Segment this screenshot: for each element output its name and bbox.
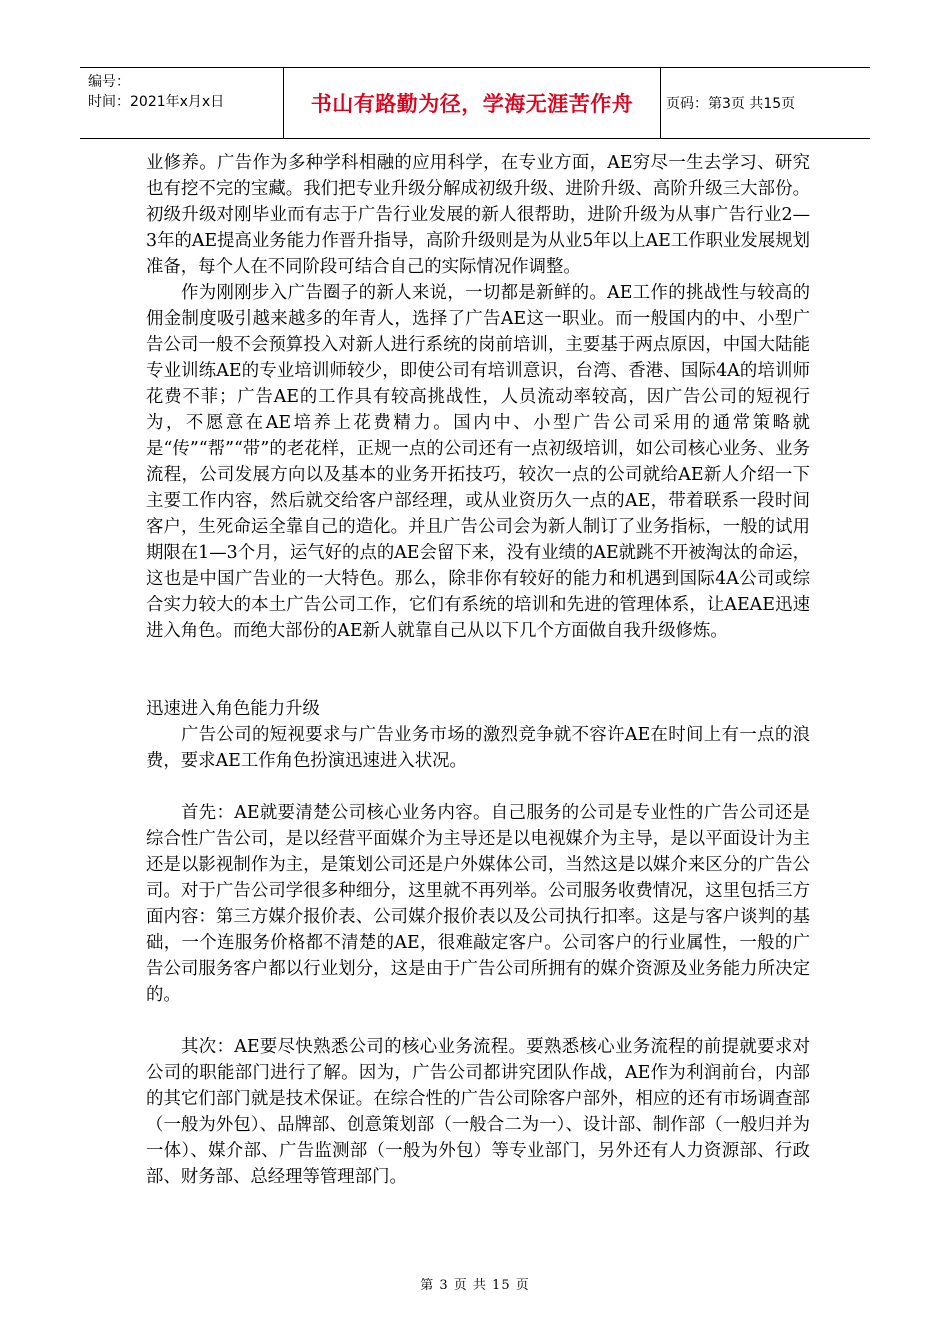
paragraph-spacer bbox=[146, 774, 810, 800]
header-meta bbox=[88, 72, 288, 112]
page-footer: 第 3 页 共 15 页 bbox=[420, 1278, 530, 1293]
document-body bbox=[146, 150, 810, 1190]
paragraph-spacer bbox=[146, 644, 810, 696]
section-heading: 迅速进入角色能力升级 bbox=[146, 699, 320, 719]
paragraph-second-business-process: 其次：AE要尽快熟悉公司的核心业务流程。要熟悉核心业务流程的前提就要求对公司的职能部门进行了解。因为，广告公司都讲究团队作战，AE作为利润前台，内部的其它们部门就是技术保证。在综合性的广告公司除客户部外，相应的还有市场调查部（一般为外包）、品牌部、创意策划部（一般合二为一）、设计部、制作部（一般归并为一体）、媒介部、广告监测部（一般为外包）等专业部门，另外还有人力资源部、行政部、财务部、总经理等管理部门。 bbox=[146, 1037, 810, 1187]
document-date-label: 时间：2021年x月x日 bbox=[88, 94, 225, 110]
paragraph-professional-upgrade: 业修养。广告作为多种学科相融的应用科学，在专业方面，AE穷尽一生去学习、研究也有挖不完的宝藏。我们把专业升级分解成初级升级、进阶升级、高阶升级三大部份。初级升级对刚毕业而有志于广告行业发展的新人很帮助，进阶升级为从事广告行业2—3年的AE提高业务能力作晋升指导，高阶升级则是为从业5年以上AE工作职业发展规划准备，每个人在不同阶段可结合自己的实际情况作调整。 bbox=[146, 153, 810, 277]
page-header bbox=[80, 67, 870, 139]
header-motto: 书山有路勤为径，学海无涯苦作舟 bbox=[310, 92, 634, 116]
paragraph-spacer bbox=[146, 1008, 810, 1034]
header-page-number: 页码：第3页 共15页 bbox=[666, 96, 796, 112]
paragraph-newcomer-training: 作为刚刚步入广告圈子的新人来说，一切都是新鲜的。AE工作的挑战性与较高的佣金制度吸引越来越多的年青人，选择了广告AE这一职业。而一般国内的中、小型广告公司一般不会预算投入对新人进行系统的岗前培训，主要基于两点原因，中国大陆能专业训练AE的专业培训师较少，即使公司有培训意识，台湾、香港、国际4A的培训师花费不菲；广告AE的工作具有较高挑战性，人员流动率较高，因广告公司的短视行为，不愿意在AE培养上花费精力。国内中、小型广告公司采用的通常策略就是“传”“帮”“带”的老花样，正规一点的公司还有一点初级培训，如公司核心业务、业务流程，公司发展方向以及基本的业务开拓技巧，较次一点的公司就给AE新人介绍一下主要工作内容，然后就交给客户部经理，或从业资历久一点的AE，带着联系一段时间客户，生死命运全靠自己的造化。并且广告公司会为新人制订了业务指标，一般的试用期限在1—3个月，运气好的点的AE会留下来，没有业绩的AE就跳不开被淘汰的命运，这也是中国广告业的一大特色。那么，除非你有较好的能力和机遇到国际4A公司或综合实力较大的本土广告公司工作，它们有系统的培训和先进的管理体系，让AEAE迅速进入角色。而绝大部份的AE新人就靠自己从以下几个方面做自我升级修炼。 bbox=[146, 283, 810, 641]
paragraph-role-intro: 广告公司的短视要求与广告业务市场的激烈竞争就不容许AE在时间上有一点的浪费，要求AE工作角色扮演迅速进入状况。 bbox=[146, 725, 810, 771]
document-number-label: 编号： bbox=[88, 74, 130, 90]
header-divider-right bbox=[660, 68, 661, 138]
paragraph-first-core-business: 首先：AE就要清楚公司核心业务内容。自己服务的公司是专业性的广告公司还是综合性广告公司，是以经营平面媒介为主导还是以电视媒介为主导，是以平面设计为主还是以影视制作为主，是策划公司还是户外媒体公司，当然这是以媒介来区分的广告公司。对于广告公司学很多种细分，这里就不再列举。公司服务收费情况，这里包括三方面内容：第三方媒介报价表、公司媒介报价表以及公司执行扣率。这是与客户谈判的基础，一个连服务价格都不清楚的AE，很难敲定客户。公司客户的行业属性，一般的广告公司服务客户都以行业划分，这是由于广告公司所拥有的媒介资源及业务能力所决定的。 bbox=[146, 803, 810, 1005]
